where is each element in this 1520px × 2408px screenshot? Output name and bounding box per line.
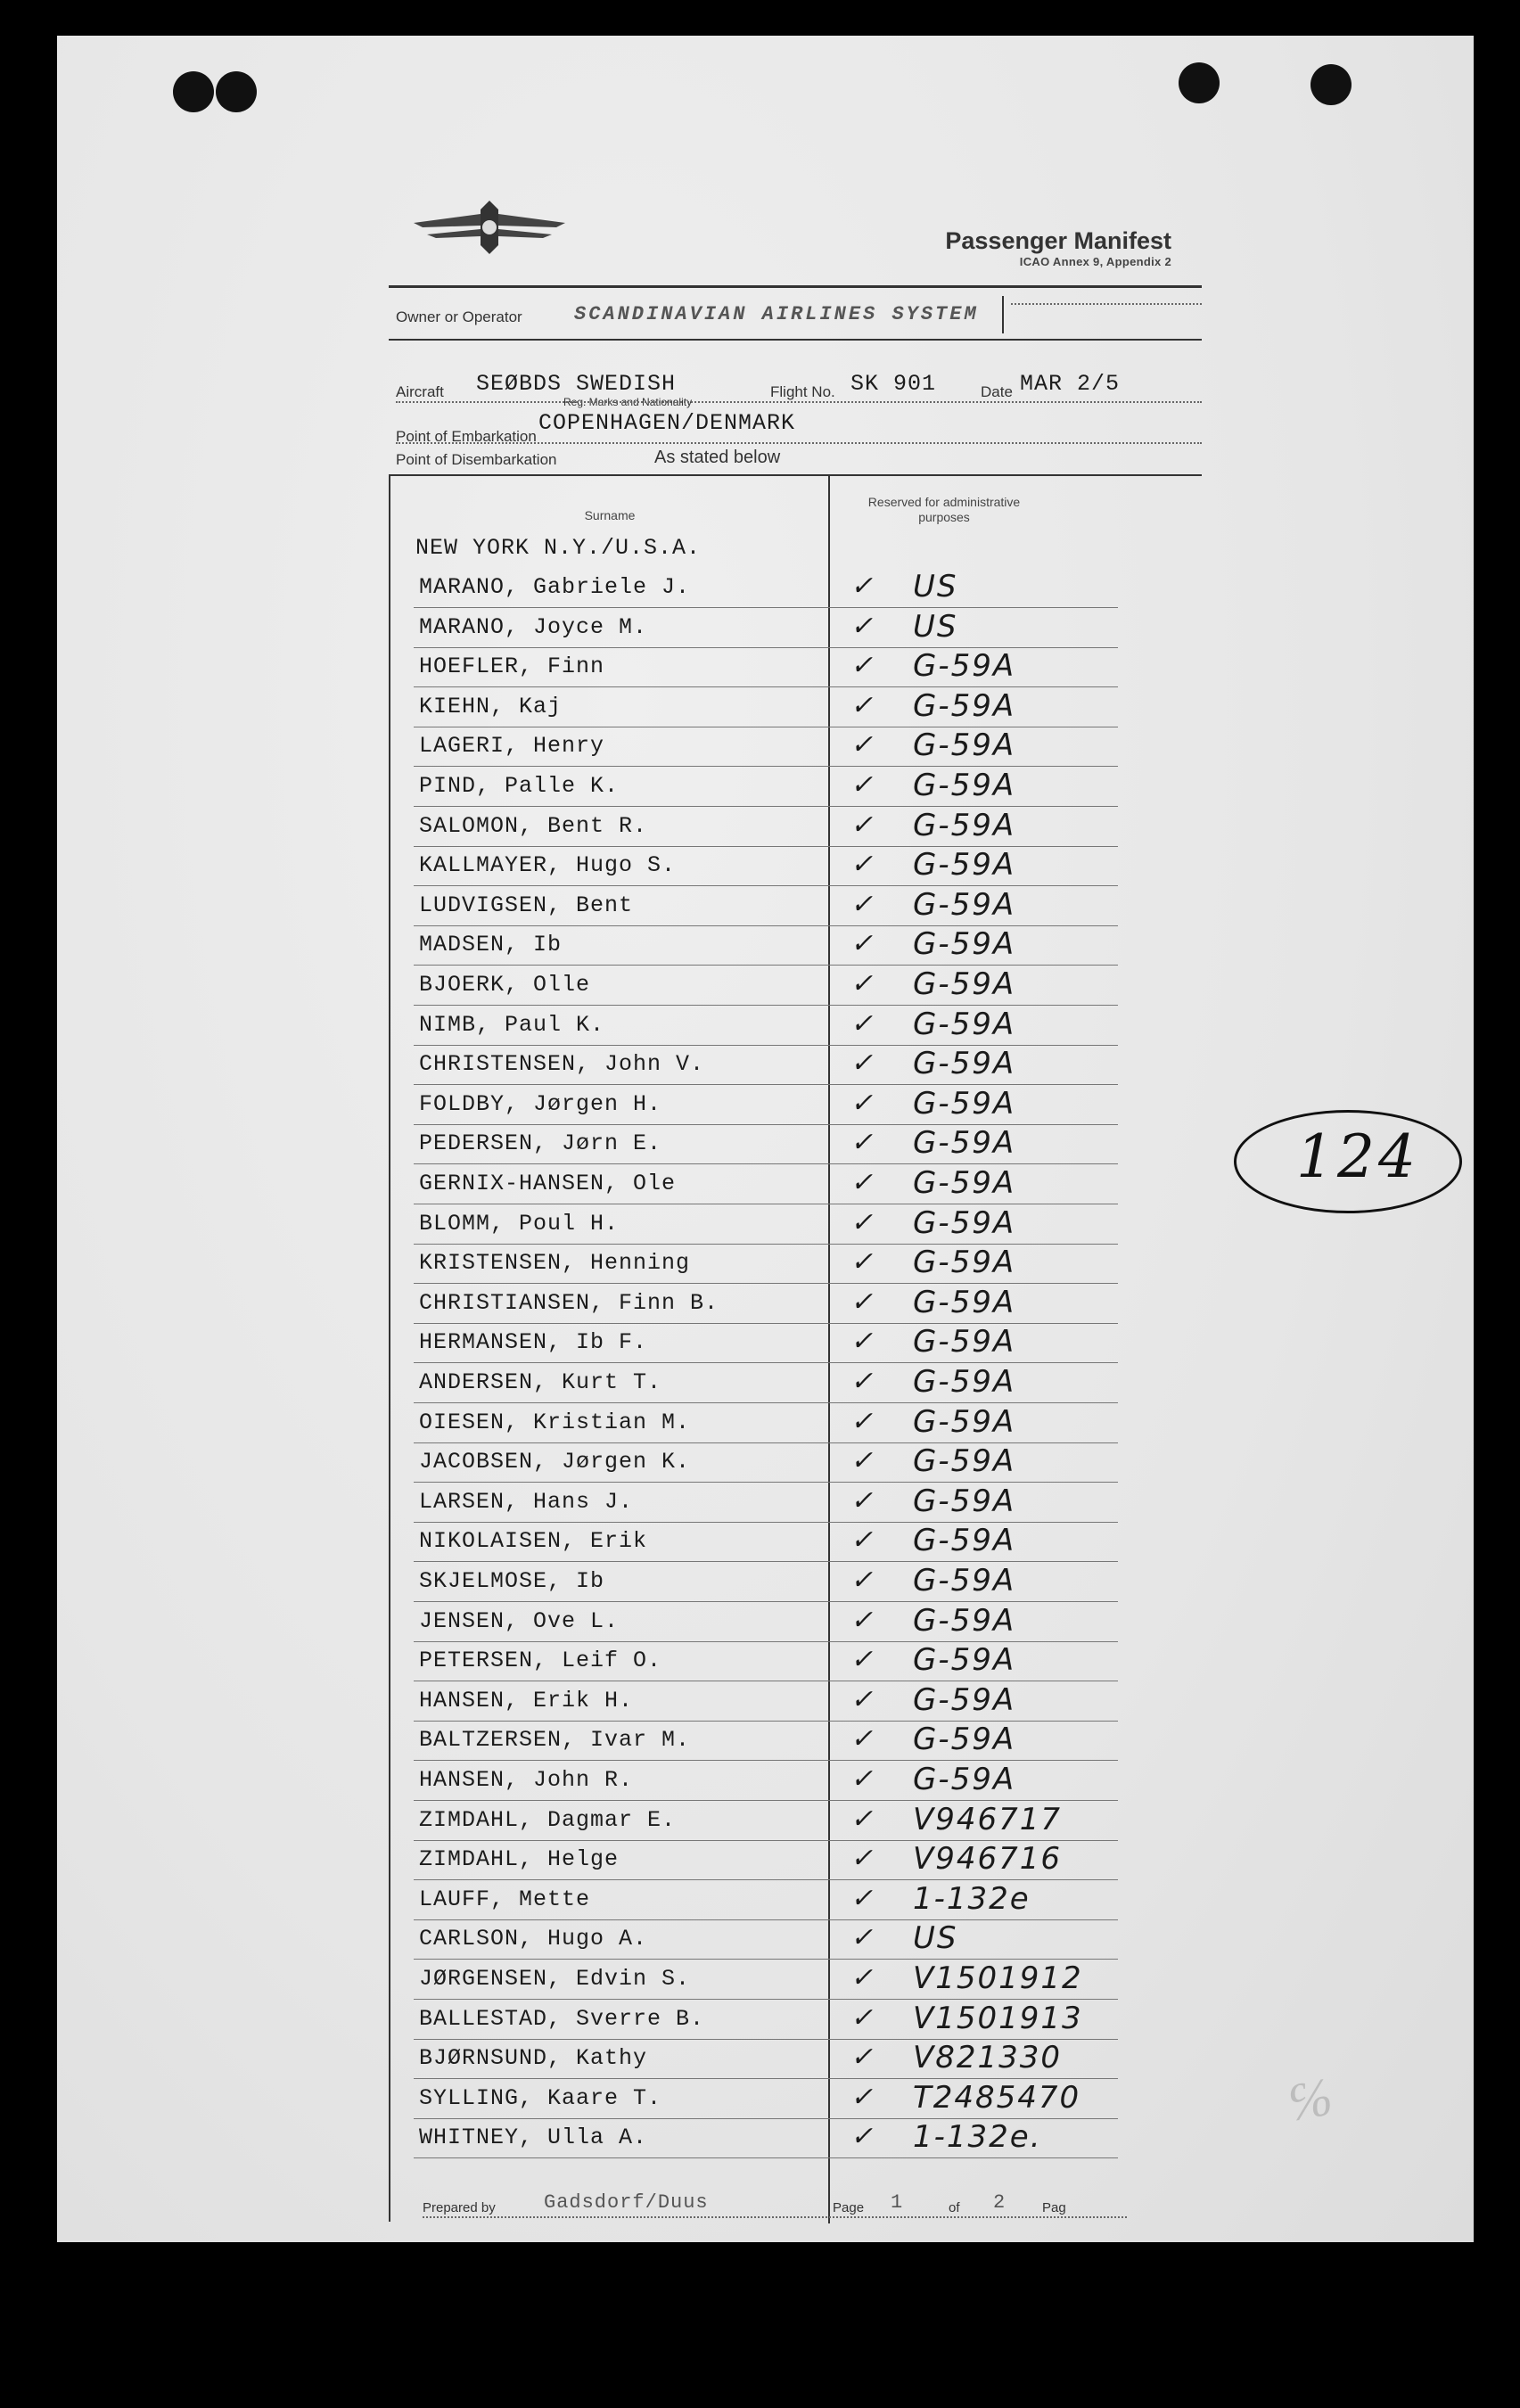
passenger-name: BALTZERSEN, Ivar M. — [419, 1727, 691, 1754]
aircraft-value: SEØBDS SWEDISH — [476, 371, 677, 397]
passenger-name: MARANO, Joyce M. — [419, 613, 648, 640]
surname-header: Surname — [584, 508, 636, 522]
admin-code: G-59A — [913, 1523, 1016, 1559]
admin-code: 1-132e. — [913, 2119, 1042, 2156]
check-mark: ✓ — [850, 650, 874, 682]
page-number-text: 124 — [1296, 1122, 1419, 1191]
passenger-name: PEDERSEN, Jørn E. — [419, 1130, 662, 1157]
passenger-name: BALLESTAD, Sverre B. — [419, 2005, 705, 2032]
passenger-name: SALOMON, Bent R. — [419, 812, 648, 839]
passenger-name: ZIMDAHL, Dagmar E. — [419, 1806, 677, 1833]
table-row — [414, 968, 1118, 1007]
passenger-name: LARSEN, Hans J. — [419, 1488, 634, 1515]
passenger-name: BLOMM, Poul H. — [419, 1210, 620, 1237]
check-mark: ✓ — [850, 2001, 874, 2034]
check-mark: ✓ — [850, 809, 874, 841]
table-left-border — [389, 474, 390, 2222]
table-row — [414, 1763, 1118, 1803]
check-mark: ✓ — [850, 769, 874, 801]
owner-label: Owner or Operator — [396, 308, 522, 325]
check-mark: ✓ — [850, 1803, 874, 1835]
owner-value: SCANDINAVIAN AIRLINES SYSTEM — [574, 303, 979, 325]
table-row — [414, 2002, 1118, 2042]
check-mark: ✓ — [850, 1604, 874, 1636]
passenger-name: HOEFLER, Finn — [419, 653, 605, 680]
check-mark: ✓ — [850, 1962, 874, 1993]
check-mark: ✓ — [850, 1723, 874, 1755]
admin-code: G-59A — [913, 727, 1016, 764]
punch-hole — [173, 71, 214, 112]
table-row — [414, 1048, 1118, 1087]
passenger-name: MADSEN, Ib — [419, 932, 563, 958]
row-underline — [414, 2157, 1118, 2158]
table-row — [414, 849, 1118, 888]
admin-code: G-59A — [913, 768, 1016, 803]
row-underline — [414, 1919, 1118, 1920]
passenger-name: ANDERSEN, Kurt T. — [419, 1369, 662, 1395]
check-mark: ✓ — [850, 1565, 874, 1596]
check-mark: ✓ — [850, 849, 874, 881]
prepared-value: Gadsdorf/Duus — [544, 2191, 709, 2214]
admin-code: G-59A — [913, 648, 1016, 685]
admin-code: G-59A — [913, 1403, 1016, 1440]
disembarkation-value: As stated below — [654, 448, 781, 467]
admin-code: G-59A — [913, 1085, 1016, 1122]
document-subtitle: ICAO Annex 9, Appendix 2 — [1019, 255, 1171, 268]
passenger-name: CHRISTENSEN, John V. — [419, 1051, 705, 1078]
check-mark: ✓ — [850, 1366, 874, 1397]
table-row — [414, 608, 1118, 650]
embarkation-value: COPENHAGEN/DENMARK — [538, 410, 796, 436]
faint-pencil-mark: ℅ — [1282, 2065, 1337, 2134]
airline-logo — [405, 192, 574, 263]
admin-code: V946717 — [913, 1801, 1063, 1837]
row-underline — [414, 607, 1118, 608]
passenger-name: BJØRNSUND, Kathy — [419, 2045, 648, 2072]
table-row — [414, 2079, 1118, 2121]
check-mark: ✓ — [850, 2081, 874, 2113]
table-row — [414, 650, 1118, 689]
check-mark: ✓ — [850, 1683, 874, 1715]
destination-heading: NEW YORK N.Y./U.S.A. — [415, 535, 702, 561]
admin-code: G-59A — [913, 1324, 1016, 1360]
table-row — [414, 1565, 1118, 1604]
admin-code: 1-132e — [913, 1880, 1031, 1917]
flight-label: Flight No. — [770, 383, 835, 400]
aircraft-label: Aircraft — [396, 383, 444, 400]
admin-code: G-59A — [913, 886, 1016, 923]
date-label: Date — [981, 383, 1013, 400]
page-value: 1 — [891, 2191, 904, 2214]
admin-code: G-59A — [913, 1006, 1016, 1042]
check-mark: ✓ — [850, 1048, 874, 1080]
admin-code: G-59A — [913, 847, 1016, 883]
passenger-name: LAGERI, Henry — [419, 733, 605, 760]
page-label: Page — [833, 2200, 865, 2215]
check-mark: ✓ — [850, 1246, 874, 1278]
check-mark: ✓ — [850, 888, 874, 920]
owner-dotline — [1011, 303, 1202, 305]
passenger-name: SKJELMOSE, Ib — [419, 1568, 605, 1594]
document-title-block — [868, 227, 1171, 268]
table-row — [414, 1962, 1118, 2001]
check-mark: ✓ — [850, 1286, 874, 1318]
admin-code: G-59A — [913, 1483, 1016, 1519]
admin-code: G-59A — [913, 1204, 1016, 1241]
table-row — [414, 1485, 1118, 1525]
passenger-name: CHRISTIANSEN, Finn B. — [419, 1289, 719, 1316]
flight-value: SK 901 — [850, 371, 937, 397]
table-row — [414, 571, 1118, 610]
passenger-name: KRISTENSEN, Henning — [419, 1250, 691, 1277]
table-row — [414, 1922, 1118, 1961]
manifest-sheet — [57, 36, 1474, 2242]
table-row — [414, 1204, 1118, 1246]
table-row — [414, 729, 1118, 768]
pag-label: Pag — [1042, 2200, 1066, 2215]
check-mark: ✓ — [850, 1882, 874, 1914]
table-row — [414, 769, 1118, 809]
admin-code: G-59A — [913, 1046, 1016, 1082]
check-mark: ✓ — [850, 1484, 874, 1516]
aircraft-dotline — [396, 401, 1202, 403]
admin-code: G-59A — [913, 1563, 1016, 1598]
passenger-name: JENSEN, Ove L. — [419, 1607, 620, 1634]
admin-code: G-59A — [913, 1245, 1016, 1281]
owner-rule — [389, 339, 1202, 341]
admin-code: G-59A — [913, 1642, 1016, 1679]
check-mark: ✓ — [850, 1763, 874, 1795]
check-mark: ✓ — [850, 2121, 874, 2153]
admin-code: G-59A — [913, 1722, 1016, 1758]
passenger-name: ZIMDAHL, Helge — [419, 1846, 620, 1873]
check-mark: ✓ — [850, 1922, 874, 1954]
admin-code: G-59A — [913, 1762, 1016, 1797]
table-row — [414, 1843, 1118, 1882]
check-mark: ✓ — [850, 968, 874, 999]
header-rule — [389, 285, 1202, 288]
check-mark: ✓ — [850, 1843, 874, 1875]
punch-hole — [1310, 64, 1352, 105]
table-row — [414, 1723, 1118, 1763]
check-mark: ✓ — [850, 928, 874, 960]
table-row — [414, 2121, 1118, 2160]
passenger-name: SYLLING, Kaare T. — [419, 2084, 662, 2111]
check-mark: ✓ — [850, 610, 874, 642]
passenger-name: JØRGENSEN, Edvin S. — [419, 1966, 691, 1992]
passenger-name: GERNIX-HANSEN, Ole — [419, 1171, 677, 1196]
passenger-name: LAUFF, Mette — [419, 1886, 591, 1912]
passenger-name: PETERSEN, Leif O. — [419, 1648, 662, 1674]
check-mark: ✓ — [850, 1206, 874, 1238]
admin-code: G-59A — [913, 807, 1016, 843]
admin-code: V821330 — [913, 2040, 1063, 2076]
check-mark: ✓ — [850, 1326, 874, 1358]
table-row — [414, 1880, 1118, 1922]
document-title: Passenger Manifest — [945, 227, 1171, 254]
owner-divider — [1002, 296, 1004, 333]
of-label: of — [949, 2200, 960, 2215]
embarkation-dotline — [396, 442, 1202, 444]
circled-page-number — [1234, 1110, 1466, 1217]
admin-code: G-59A — [913, 926, 1016, 963]
footer-dotline — [423, 2216, 1127, 2218]
passenger-name: JACOBSEN, Jørgen K. — [419, 1449, 691, 1475]
table-row — [414, 1445, 1118, 1484]
check-mark: ✓ — [850, 1445, 874, 1477]
admin-code: T2485470 — [913, 2079, 1081, 2116]
table-row — [414, 807, 1118, 849]
table-row — [414, 1403, 1118, 1445]
prepared-label: Prepared by — [423, 2200, 496, 2215]
table-row — [414, 928, 1118, 967]
passenger-name: BJOERK, Olle — [419, 972, 591, 998]
passenger-name: NIKOLAISEN, Erik — [419, 1528, 648, 1555]
table-top-rule — [389, 474, 1202, 476]
of-value: 2 — [993, 2191, 1006, 2214]
table-row — [414, 1286, 1118, 1326]
admin-code: G-59A — [913, 1165, 1016, 1201]
passenger-name: KALLMAYER, Hugo S. — [419, 852, 677, 879]
table-row — [414, 1801, 1118, 1843]
admin-code: G-59A — [913, 1125, 1016, 1162]
table-row — [414, 886, 1118, 928]
table-row — [414, 1167, 1118, 1206]
passenger-name: PIND, Palle K. — [419, 773, 620, 799]
passenger-name: MARANO, Gabriele J. — [419, 574, 691, 600]
admin-code: US — [913, 608, 958, 645]
punch-hole — [216, 71, 257, 112]
admin-code: G-59A — [913, 1681, 1016, 1718]
admin-code: G-59A — [913, 1443, 1016, 1480]
passenger-name: HANSEN, John R. — [419, 1767, 634, 1793]
table-row — [414, 1008, 1118, 1048]
admin-code: V946716 — [913, 1841, 1063, 1878]
punch-hole — [1179, 62, 1220, 103]
admin-code: G-59A — [913, 1602, 1016, 1639]
check-mark: ✓ — [850, 1127, 874, 1159]
table-row — [414, 687, 1118, 729]
passenger-name: HERMANSEN, Ib F. — [419, 1329, 648, 1356]
table-row — [414, 1644, 1118, 1683]
check-mark: ✓ — [850, 1644, 874, 1676]
date-value: MAR 2/5 — [1020, 371, 1121, 397]
check-mark: ✓ — [850, 1525, 874, 1557]
table-row — [414, 1366, 1118, 1405]
check-mark: ✓ — [850, 1167, 874, 1198]
passenger-name: OIESEN, Kristian M. — [419, 1409, 691, 1435]
admin-code: G-59A — [913, 966, 1016, 1002]
disembarkation-label: Point of Disembarkation — [396, 451, 557, 468]
table-row — [414, 1326, 1118, 1365]
check-mark: ✓ — [850, 689, 874, 721]
reserved-header: Reserved for administrative purposes — [867, 495, 1021, 524]
passenger-name: CARLSON, Hugo A. — [419, 1926, 648, 1952]
passenger-name: LUDVIGSEN, Bent — [419, 892, 634, 918]
check-mark: ✓ — [850, 1405, 874, 1437]
table-row — [414, 1681, 1118, 1723]
passenger-name: FOLDBY, Jørgen H. — [419, 1090, 662, 1117]
admin-code: V1501913 — [913, 2000, 1083, 2036]
check-mark: ✓ — [850, 729, 874, 761]
table-row — [414, 1246, 1118, 1286]
admin-code: G-59A — [913, 687, 1016, 724]
admin-code: US — [913, 1920, 958, 1957]
table-row — [414, 1085, 1118, 1127]
passenger-name: WHITNEY, Ulla A. — [419, 2124, 648, 2151]
passenger-name: HANSEN, Erik H. — [419, 1687, 634, 1714]
table-row — [414, 2042, 1118, 2081]
check-mark: ✓ — [850, 1087, 874, 1119]
admin-code: G-59A — [913, 1364, 1016, 1400]
passenger-name: KIEHN, Kaj — [419, 693, 563, 719]
check-mark: ✓ — [850, 571, 874, 602]
check-mark: ✓ — [850, 1007, 874, 1040]
reg-sublabel: Reg. Marks and Nationality — [563, 396, 693, 408]
admin-code: US — [913, 569, 958, 604]
check-mark: ✓ — [850, 2042, 874, 2074]
table-row — [414, 1127, 1118, 1166]
embarkation-label: Point of Embarkation — [396, 428, 537, 445]
passenger-name: NIMB, Paul K. — [419, 1011, 605, 1038]
admin-code: G-59A — [913, 1284, 1016, 1320]
admin-code: V1501912 — [913, 1960, 1083, 1996]
table-row — [414, 1525, 1118, 1564]
table-row — [414, 1602, 1118, 1644]
